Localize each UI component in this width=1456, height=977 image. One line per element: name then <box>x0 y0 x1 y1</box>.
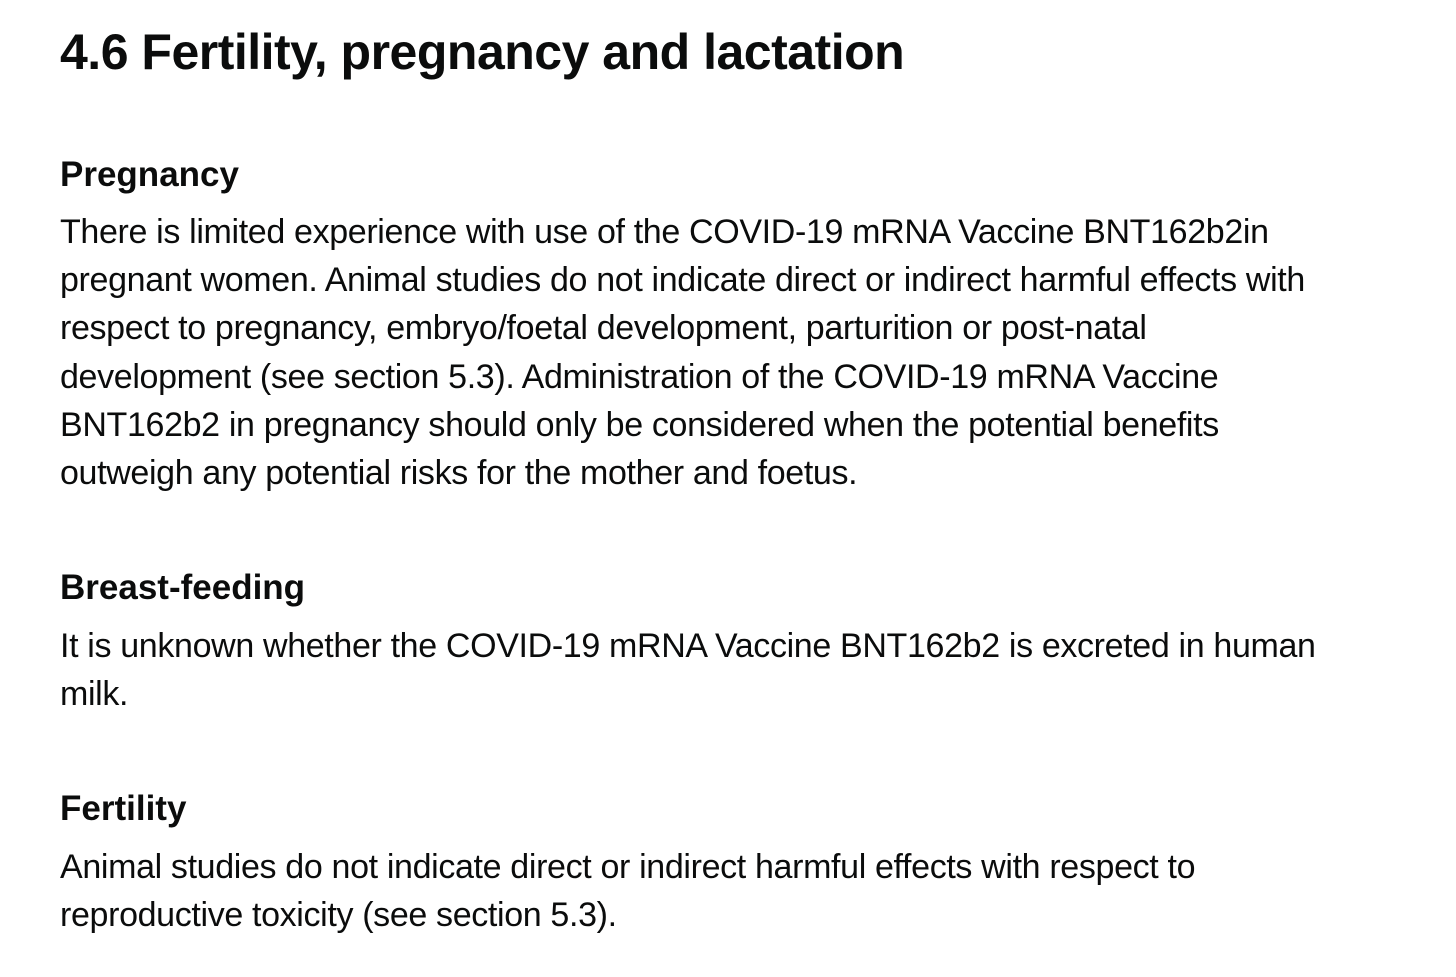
body-line: reproductive toxicity (see section 5.3). <box>60 896 617 935</box>
section-heading-fertility: Fertility <box>60 789 187 828</box>
body-line: pregnant women. Animal studies do not indicate direct or indirect harmful effects with <box>60 261 1305 300</box>
body-line: BNT162b2 in pregnancy should only be considered when the potential benefits <box>60 405 1219 444</box>
body-line: There is limited experience with use of the COVID-19 mRNA Vaccine BNT162b2in <box>60 213 1269 251</box>
body-line: development (see section 5.3). Administration of the COVID-19 mRNA Vaccine <box>60 357 1219 396</box>
body-line: It is unknown whether the COVID-19 mRNA Vaccine BNT162b2 is excreted in human <box>60 627 1316 665</box>
body-line: respect to pregnancy, embryo/foetal development, parturition or post-natal <box>60 309 1147 348</box>
section-heading-pregnancy: Pregnancy <box>60 155 239 194</box>
section-body-fertility <box>60 843 1405 939</box>
body-line: outweigh any potential risks for the mother and foetus. <box>60 454 858 493</box>
section-body-breast-feeding <box>60 622 1405 718</box>
body-line: milk. <box>60 675 129 714</box>
body-line: Animal studies do not indicate direct or indirect harmful effects with respect to <box>60 848 1196 886</box>
section-body-pregnancy <box>60 208 1405 497</box>
section-heading-breast-feeding: Breast-feeding <box>60 568 306 607</box>
page-title: 4.6 Fertility, pregnancy and lactation <box>60 24 905 80</box>
